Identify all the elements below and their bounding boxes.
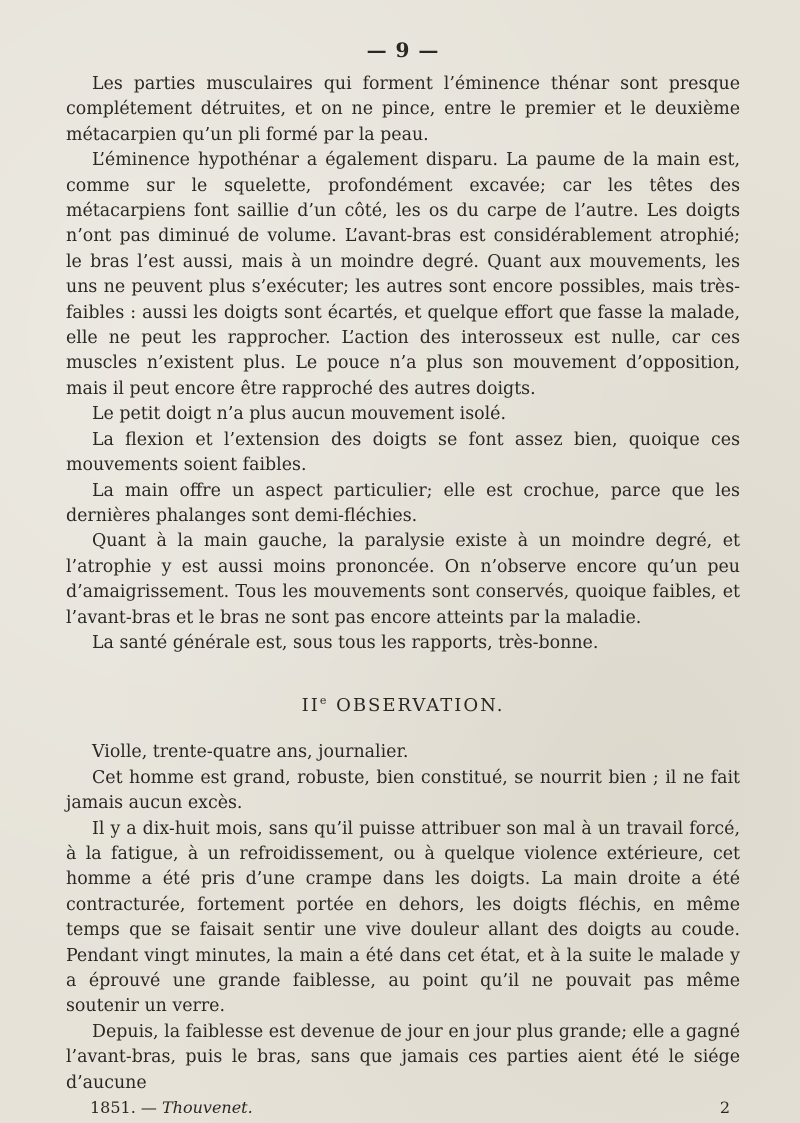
paragraph: Le petit doigt n’a plus aucun mouvement isolé. xyxy=(92,404,506,425)
paragraph: Depuis, la faiblesse est devenue de jour en jour plus grande; elle a gagné l’avant-bras, puis le bras, sans que jamais ces parties aient été le siége d’aucune xyxy=(66,1021,740,1093)
page-number: — 9 — xyxy=(366,38,440,62)
paragraph: Cet homme est grand, robuste, bien constitué, se nourrit bien ; il ne fait jamais aucun excès. xyxy=(66,767,740,814)
imprint-year: 1851. — xyxy=(90,1098,157,1118)
signature-mark: 2 xyxy=(719,1098,730,1118)
paragraph: Quant à la main gauche, la paralysie existe à un moindre degré, et l’atrophie y est aussi moins prononcée. On n’observe encore qu’un peu d’amaigrissement. Tous les mouvements sont conservés, quoique faibles, et l’avant-bras et le bras ne sont pas encore atteints par la maladie. xyxy=(66,531,740,628)
paragraph: Violle, trente-quatre ans, journalier. xyxy=(92,742,409,763)
body-text-part1 xyxy=(66,72,740,656)
body-text-part2 xyxy=(66,740,740,1096)
paragraph: Il y a dix-huit mois, sans qu’il puisse attribuer son mal à un travail forcé, à la fatigue, à un refroidissement, ou à quelque violence extérieure, cet homme a été pris d’une crampe dans les doigts. La main droite a été contracturée, fortement portée en dehors, les doigts fléchis, en même temps que se faisait sentir une vive douleur allant des doigts au coude. Pendant vingt minutes, la main a été dans cet état, et à la suite le malade y a éprouvé une grande faiblesse, au point qu’il ne pouvait pas même soutenir un verre. xyxy=(66,818,740,1017)
paragraph: L’éminence hypothénar a également disparu. La paume de la main est, comme sur le squelette, profondément excavée; car les têtes des métacarpiens font saillie d’un côté, les os du carpe de l’autre. Les doigts n’ont pas diminué de volume. L’avant-bras est considérablement atrophié; le bras l’est aussi, mais à un moindre degré. Quant aux mouvements, les uns ne peuvent plus s’exécuter; les autres sont encore possibles, mais très-faibles : aussi les doigts sont écartés, et quelque effort que fasse la malade, elle ne peut les rapprocher. L’action des interosseux est nulle, car ces muscles n’existent plus. Le pouce n’a plus son mouvement d’opposition, mais il peut encore être rapproché des autres doigts. xyxy=(66,150,740,399)
paragraph: La santé générale est, sous tous les rapports, très-bonne. xyxy=(92,632,599,653)
section-heading xyxy=(66,694,740,716)
paragraph: La flexion et l’extension des doigts se font assez bien, quoique ces mouvements soient faibles. xyxy=(66,429,740,476)
page-footer xyxy=(66,1098,740,1117)
section-heading-text: OBSERVATION. xyxy=(336,695,505,717)
imprint-title: Thouvenet. xyxy=(161,1098,253,1118)
section-numeral-suffix: e xyxy=(319,694,329,708)
paragraph: Les parties musculaires qui forment l’éminence thénar sont presque complétement détruites, et on ne pince, entre le premier et le deuxième métacarpien qu’un pli formé par la peau. xyxy=(66,74,740,145)
paragraph: La main offre un aspect particulier; elle est crochue, parce que les dernières phalanges sont demi-fléchies. xyxy=(66,480,740,526)
imprint xyxy=(90,1098,253,1117)
section-numeral: II xyxy=(301,695,320,717)
